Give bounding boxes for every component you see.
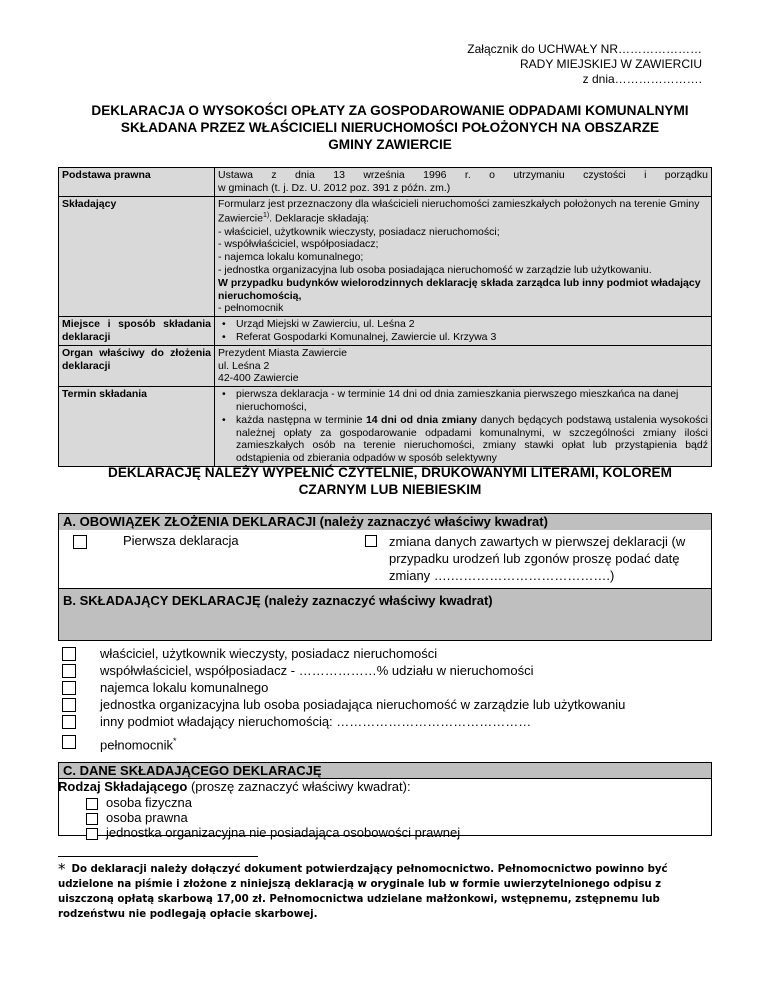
miejsce-item: • Referat Gospodarki Komunalnej, Zawiercie ul. Krzywa 3 <box>218 331 708 344</box>
organizational-unit-checkbox[interactable] <box>62 698 76 712</box>
miejsce-item: • Urząd Miejski w Zawierciu, ul. Leśna 2 <box>218 318 708 331</box>
organ-line: Prezydent Miasta Zawiercie <box>218 346 347 359</box>
natural-person-checkbox[interactable] <box>86 798 98 810</box>
termin-item-2-post: danych będących podstawą ustalenia wysokości należnej opłaty za gospodarowanie odpadami komunalnymi, w szczególności zmiany ilości zamieszkałych osób na terenie nieruchomości, zmiany stawki opłat lub przystąpienia bądź odstąpienia od zbierania odpadów w sposób selektywny <box>236 413 709 465</box>
title-line-1: DEKLARACJA O WYSOKOŚCI OPŁATY ZA GOSPODAROWANIE ODPADAMI KOMUNALNYMI <box>91 103 689 118</box>
skladajacy-item: - jednostka organizacyjna lub osoba posiadająca nieruchomość w zarządzie lub użytkowaniu. <box>218 264 652 277</box>
row-miejsce <box>59 317 712 346</box>
footnote-star: * <box>58 860 66 878</box>
row-podstawa <box>59 168 712 197</box>
applicant-type-rest: (proszę zaznaczyć właściwy kwadrat): <box>187 779 411 794</box>
miejsce-value <box>215 317 712 346</box>
row-termin <box>59 387 712 467</box>
first-declaration-checkbox[interactable] <box>73 535 87 549</box>
termin-item-1: • pierwsza deklaracja - w terminie 14 dni od dnia zamieszkania pierwszego mieszkańca na danej nieruchomości, <box>218 388 708 414</box>
tenant-checkbox[interactable] <box>62 681 76 695</box>
co-owner-label: współwłaściciel, współposiadacz - ………………% udziału w nieruchomości <box>100 663 534 678</box>
skladajacy-item: - właściciel, użytkownik wieczysty, posiadacz nieruchomości; <box>218 225 500 238</box>
row-skladajacy <box>59 196 712 317</box>
organ-line: 42-400 Zawiercie <box>218 372 299 385</box>
organ-label: Organ właściwy do złożenia deklaracji <box>59 345 215 386</box>
unincorporated-unit-option <box>86 825 460 840</box>
termin-item-2-bold: 14 dni od dnia zmiany <box>365 413 478 426</box>
podstawa-line-2: w gminach (t. j. Dz. U. 2012 poz. 391 z późn. zm.) <box>218 181 451 194</box>
section-a <box>58 513 712 589</box>
declaration-title <box>60 102 720 153</box>
proxy-label <box>100 733 177 753</box>
other-entity-checkbox[interactable] <box>62 715 76 729</box>
termin-value <box>215 387 712 467</box>
termin-item-2-pre: każda następna w terminie <box>236 413 366 426</box>
title-line-2: SKŁADANA PRZEZ WŁAŚCICIELI NIERUCHOMOŚCI POŁOŻONYCH NA OBSZARZE <box>120 120 660 135</box>
termin-label: Termin składania <box>59 387 215 467</box>
skladajacy-item: - najemca lokalu komunalnego; <box>218 251 364 264</box>
row-organ <box>59 345 712 386</box>
annex-line-2: RADY MIEJSKIEJ W ZAWIERCIU <box>519 57 702 71</box>
podstawa-value <box>215 168 712 197</box>
legal-person-checkbox[interactable] <box>86 813 98 825</box>
title-line-3: GMINY ZAWIERCIE <box>328 137 452 152</box>
owner-label: właściciel, użytkownik wieczysty, posiadacz nieruchomości <box>100 646 438 661</box>
annex-line-1: Załącznik do UCHWAŁY NR………………… <box>467 42 702 56</box>
podstawa-line-1: Ustawa z dnia 13 września 1996 r. o utrzymaniu czystości i porządku <box>218 169 708 181</box>
unincorporated-unit-checkbox[interactable] <box>86 828 98 840</box>
fill-instructions-title <box>60 464 720 498</box>
footnote <box>58 862 714 922</box>
other-entity-label: inny podmiot władający nieruchomością: ……………………………………… <box>100 714 532 729</box>
skladajacy-footnote-ref: 1) <box>262 212 270 220</box>
skladajacy-intro-end: . Deklaracje składają: <box>269 212 369 225</box>
skladajacy-intro <box>218 198 708 226</box>
tenant-label: najemca lokalu komunalnego <box>100 680 269 695</box>
natural-person-option <box>86 795 192 810</box>
co-owner-checkbox[interactable] <box>62 664 76 678</box>
proxy-checkbox[interactable] <box>62 735 76 749</box>
organ-line: ul. Leśna 2 <box>218 359 270 372</box>
podstawa-label: Podstawa prawna <box>59 168 215 197</box>
first-declaration-label: Pierwsza deklaracja <box>123 533 239 548</box>
footnote-text: Do deklaracji należy dołączyć dokument potwierdzający pełnomocnictwo. Pełnomocnictwo powinno być udzielone na piśmie i złożone z niniejszą deklaracją w oryginale lub w formie uwierzytelnionego odpisu z uiszczoną opłatą skarbową 17,00 zł. Pełnomocnictwa udzielane małżonkowi, wstępnemu, zstępnemu lub rodzeństwu nie podlegają opłacie skarbowej. <box>58 864 668 920</box>
legal-person-option <box>86 810 188 825</box>
proxy-footnote-ref: * <box>173 736 177 746</box>
section-b-header: B. SKŁADAJĄCY DEKLARACJĘ (należy zaznaczyć właściwy kwadrat) <box>63 593 493 608</box>
footnote-divider <box>58 856 258 857</box>
organizational-unit-label: jednostka organizacyjna lub osoba posiadająca nieruchomość w zarządzie lub użytkowaniu <box>100 697 626 712</box>
section-b <box>58 589 712 641</box>
data-change-checkbox[interactable] <box>365 535 377 547</box>
skladajacy-label: Składający <box>59 196 215 317</box>
annex-line-3: z dnia…………………. <box>582 72 702 86</box>
skladajacy-item: - współwłaściciel, współposiadacz; <box>218 238 379 251</box>
organ-value <box>215 345 712 386</box>
fill-title-line-1: DEKLARACJĘ NALEŻY WYPEŁNIĆ CZYTELNIE, DRUKOWANYMI LITERAMI, KOLOREM <box>108 465 672 480</box>
natural-person-label: osoba fizyczna <box>106 795 192 810</box>
skladajacy-item: - pełnomocnik <box>218 302 284 315</box>
applicant-type-bold: Rodzaj Składającego <box>58 779 188 794</box>
fill-title-line-2: CZARNYM LUB NIEBIESKIM <box>298 482 482 497</box>
termin-item-2 <box>218 414 708 465</box>
owner-checkbox[interactable] <box>62 647 76 661</box>
info-table <box>58 167 712 467</box>
section-a-header: A. OBOWIĄZEK ZŁOŻENIA DEKLARACJI (należy zaznaczyć właściwy kwadrat) <box>59 514 711 530</box>
legal-person-label: osoba prawna <box>106 810 188 825</box>
skladajacy-intro-text: Formularz jest przeznaczony dla właścicieli nieruchomości zamieszkałych położonych na terenie Gminy Zawiercie <box>218 197 700 225</box>
unincorporated-unit-label: jednostka organizacyjna nie posiadająca osobowości prawnej <box>106 825 461 840</box>
skladajacy-bold-note: W przypadku budynków wielorodzinnych deklarację składa zarządca lub inny podmiot władający nieruchomością, <box>218 276 701 302</box>
miejsce-label: Miejsce i sposób składania deklaracji <box>59 317 215 346</box>
applicant-type-label <box>58 778 411 795</box>
section-c-header: C. DANE SKŁADAJĄCEGO DEKLARACJĘ <box>59 763 711 779</box>
skladajacy-value <box>215 196 712 317</box>
annex-header <box>467 42 702 87</box>
data-change-label: zmiana danych zawartych w pierwszej deklaracji (w przypadku urodzeń lub zgonów proszę podać datę zmiany ….……………………………….) <box>389 534 686 583</box>
proxy-label-text: pełnomocnik <box>100 737 173 753</box>
